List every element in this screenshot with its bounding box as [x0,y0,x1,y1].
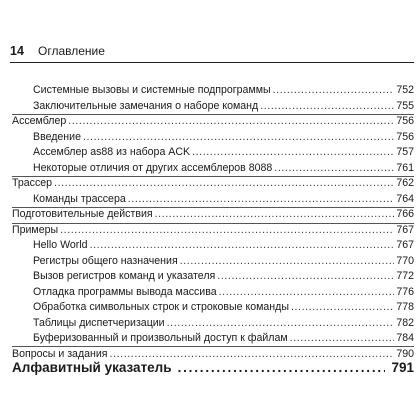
toc-entry [33,284,414,299]
toc-entry [33,129,414,144]
dot-leader [291,301,394,314]
dot-leader [60,224,394,237]
toc-entry-label: Отладка программы вывода массива [33,285,217,298]
toc-section-label: Вопросы и задания [12,347,108,360]
toc-section [12,113,414,128]
toc-section-page: 766 [396,208,414,220]
toc-entry-page: 761 [396,161,414,174]
running-header [10,40,414,63]
dot-leader [90,239,395,252]
toc-entry-page: 764 [396,192,414,205]
toc-entry-page: 752 [396,84,414,96]
dot-leader [128,193,395,206]
toc-section-label: Подготовительные действия [12,208,153,220]
toc-entry-label: Таблицы диспетчеризации [33,316,165,329]
dot-leader [180,255,395,268]
toc-entry-page: 756 [396,130,414,143]
toc-section-page: 756 [396,115,414,127]
toc-entry [33,82,414,97]
toc-entry [33,144,414,159]
toc-entry [33,191,414,206]
toc-entry-label: Hello World [33,239,88,251]
toc-section-page: 762 [396,177,414,189]
dot-leader [54,177,394,190]
toc-entry-page: 776 [396,285,414,298]
dot-leader [155,208,395,221]
toc-section-label: Ассемблер [12,115,67,127]
toc-entry [33,160,414,175]
toc-entry-page: 757 [396,146,414,158]
toc-entry-label: Системные вызовы и системные подпрограммы [33,84,271,96]
index-page: 791 [391,360,414,375]
dot-leader [167,317,395,330]
toc-section [12,206,414,221]
toc-entry-page: 755 [396,99,414,112]
toc-entry [33,253,414,268]
index-label: Алфавитный указатель [12,360,172,375]
toc-entry-label: Команды трассера [33,192,126,205]
section-title: Оглавление [38,44,105,58]
toc-entry-label: Введение [33,130,81,143]
toc-entry-page: 770 [396,254,414,267]
toc-entry-page: 778 [396,301,414,313]
toc-entry [33,299,414,314]
toc-entry [33,330,414,345]
toc-entry-label: Ассемблер as88 из набора ACK [33,146,191,158]
toc-section-label: Примеры [12,223,59,236]
toc-index-entry [12,359,414,376]
dot-leader [274,162,394,175]
dot-leader [217,270,394,283]
toc-entry-label: Регистры общего назначения [33,254,178,267]
toc-entry-page: 772 [396,270,414,282]
toc-section-page: 790 [396,347,414,360]
toc-entry [33,237,414,252]
dot-leader [83,131,394,144]
dot-leader [260,100,394,113]
toc-entry-label: Обработка символьных строк и строковые команды [33,301,289,313]
toc-entry-label: Буферизованный и произвольный доступ к файлам [33,332,288,344]
toc-entry-page: 782 [396,316,414,329]
toc-entry-page: 784 [396,332,414,344]
toc-entry-label: Заключительные замечания о наборе команд [33,99,259,112]
toc-entry [33,315,414,330]
toc-section [12,175,414,190]
dot-leader [219,286,395,299]
toc-entry [33,98,414,113]
toc-entry-label: Некоторые отличия от других ассемблеров 8088 [33,161,273,174]
toc-entry-page: 767 [396,239,414,251]
dot-leader [68,115,394,128]
toc-section-label: Трассер [12,177,53,189]
dot-leader [178,359,386,376]
page-number: 14 [10,44,24,58]
toc-entry-label: Вызов регистров команд и указателя [33,270,216,282]
toc-entry [33,268,414,283]
toc-section-page: 767 [396,223,414,236]
dot-leader [290,332,395,345]
dot-leader [273,84,395,97]
dot-leader [192,146,394,159]
toc-section [12,222,414,237]
